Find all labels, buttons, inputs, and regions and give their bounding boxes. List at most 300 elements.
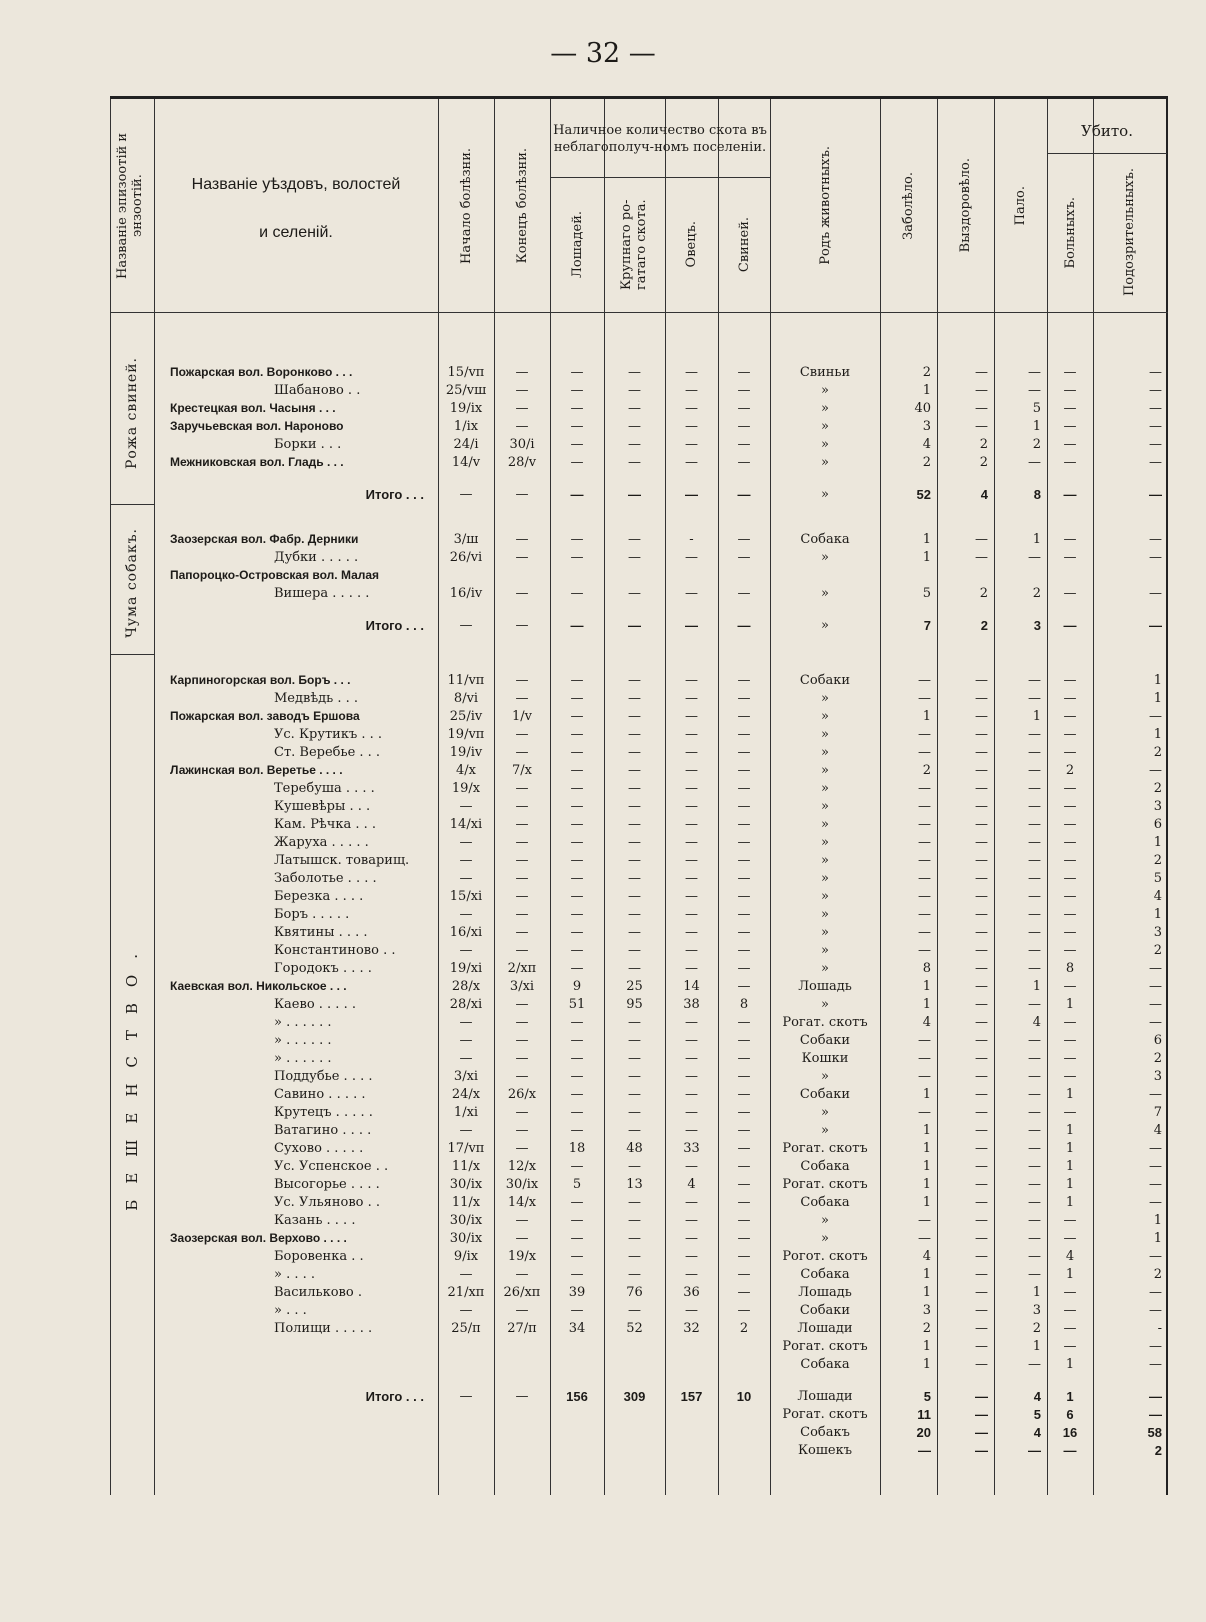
cell-start: 9/іх — [453, 1249, 479, 1264]
cell-kind: » — [821, 817, 829, 832]
cell-susp: — — [1149, 1159, 1162, 1174]
cell-sick: — — [1063, 889, 1077, 904]
cell-end: — — [515, 673, 529, 688]
cell-p: — — [737, 853, 751, 868]
cell-sick: — — [1063, 383, 1077, 398]
cell-end: — — [515, 1267, 529, 1282]
cell-c: — — [628, 799, 641, 814]
cell-died: — — [1028, 835, 1041, 850]
cell-h: — — [570, 1159, 584, 1174]
cell-end: — — [515, 1105, 529, 1120]
cell-died: — — [1028, 907, 1041, 922]
table-row — [110, 1356, 1168, 1373]
cell-c: — — [628, 925, 641, 940]
cell-sick: — — [1063, 943, 1077, 958]
table-row — [110, 906, 1168, 923]
cell-start: 16/іv — [449, 586, 483, 601]
section-label-canine-distemper: Чума собакъ. — [124, 527, 140, 638]
cell-c: — — [628, 943, 641, 958]
cell-died: 3 — [1032, 1303, 1041, 1318]
header-kind: Родъ животныхъ. — [817, 146, 833, 265]
place-name: Лажинская вол. Веретье . . . . — [170, 763, 343, 777]
cell-ill: — — [918, 673, 931, 688]
cell-susp — [1093, 567, 1162, 584]
cell-start: — — [459, 1123, 473, 1138]
cell-kind: » — [821, 925, 829, 940]
cell-p: — — [737, 586, 751, 601]
cell-p: — — [737, 401, 751, 416]
cell-ill: 11 — [917, 1407, 931, 1422]
cell-died: 1 — [1032, 419, 1041, 434]
cell-susp: — — [1149, 709, 1162, 724]
cell-end: 28/v — [507, 455, 537, 470]
cell-died: — — [1028, 1141, 1041, 1156]
cell-c: 95 — [626, 997, 643, 1012]
cell-end: 1/v — [512, 709, 532, 724]
cell-s: 36 — [683, 1285, 700, 1300]
cell-c — [604, 567, 665, 584]
cell-ill: — — [918, 1443, 931, 1458]
cell-start: — — [459, 907, 473, 922]
cell-sick: — — [1063, 1033, 1077, 1048]
cell-kind: » — [821, 1123, 829, 1138]
section-label-swine-erysipelas: Рожа свиней. — [124, 356, 140, 469]
place-name: Заозерская вол. Фабр. Дерники — [170, 532, 359, 546]
cell-rec: — — [975, 889, 988, 904]
cell-c: — — [628, 853, 641, 868]
place-name: Кушевѣры . . . — [274, 799, 371, 814]
table-row — [110, 1014, 1168, 1031]
cell-end: — — [515, 835, 529, 850]
cell-sick: — — [1063, 1051, 1077, 1066]
cell-kind: Собаки — [799, 1303, 851, 1318]
cell-died: — — [1028, 1159, 1041, 1174]
table-row — [110, 834, 1168, 851]
cell-p: — — [737, 455, 751, 470]
cell-start: — — [459, 835, 473, 850]
cell-ill: — — [918, 853, 931, 868]
cell-susp: 1 — [1153, 691, 1162, 706]
cell-sick: — — [1063, 1105, 1077, 1120]
cell-p: — — [737, 817, 751, 832]
cell-kind — [772, 567, 878, 584]
cell-s: — — [685, 781, 698, 796]
table-row — [110, 942, 1168, 959]
cell-end — [494, 1356, 550, 1373]
cell-died: — — [1028, 799, 1041, 814]
cell-h: — — [570, 1033, 584, 1048]
cell-p: — — [737, 781, 751, 796]
cell-sick: — — [1063, 586, 1077, 601]
cell-h: — — [570, 709, 584, 724]
cell-h: — — [570, 1105, 584, 1120]
header-horses: Лошадей. — [569, 210, 585, 278]
cell-h: — — [570, 532, 584, 547]
cell-rec: — — [975, 1339, 988, 1354]
cell-kind: Собаки — [799, 1033, 851, 1048]
header-livestock-group: Наличное количество скота въ неблагополуч-номъ поселеніи. — [553, 123, 767, 155]
cell-susp: — — [1149, 401, 1162, 416]
cell-ill: 1 — [922, 1123, 931, 1138]
cell-c: — — [628, 1159, 641, 1174]
cell-ill: 1 — [922, 709, 931, 724]
cell-h: — — [570, 1195, 584, 1210]
cell-sick: — — [1063, 550, 1077, 565]
cell-h: — — [570, 1249, 584, 1264]
cell-c: — — [628, 871, 641, 886]
cell-ill: 1 — [922, 1087, 931, 1102]
cell-c: — — [628, 673, 641, 688]
cell-susp: — — [1149, 365, 1162, 380]
cell-p: — — [737, 1051, 751, 1066]
cell-susp: — — [1149, 618, 1162, 633]
cell-c: — — [628, 1231, 641, 1246]
cell-susp: 6 — [1153, 1033, 1162, 1048]
table-row — [110, 567, 1168, 584]
cell-end — [494, 1406, 550, 1423]
place-name: » . . . . . . — [274, 1051, 332, 1066]
cell-susp: — — [1149, 961, 1162, 976]
cell-h: — — [570, 925, 584, 940]
place-name: Ус. Успенское . . — [274, 1159, 389, 1174]
cell-sick: — — [1063, 853, 1077, 868]
cell-end: — — [515, 745, 529, 760]
cell-c: — — [628, 1069, 641, 1084]
cell-kind: Свиньи — [799, 365, 851, 380]
cell-h: — — [570, 1051, 584, 1066]
cell-p: — — [737, 961, 751, 976]
cell-kind: Собака — [800, 1195, 850, 1210]
cell-sick: — — [1063, 781, 1077, 796]
cell-susp: — — [1149, 1389, 1162, 1404]
table-row — [110, 852, 1168, 869]
table-row — [110, 364, 1168, 381]
cell-sick: — — [1063, 799, 1077, 814]
cell-start: — — [459, 1051, 473, 1066]
cell-end: — — [515, 365, 529, 380]
cell-susp: — — [1149, 532, 1162, 547]
cell-died: — — [1028, 997, 1041, 1012]
cell-h: — — [570, 437, 584, 452]
cell-h — [550, 1356, 604, 1373]
table-row — [110, 744, 1168, 761]
cell-kind: Кошки — [801, 1051, 849, 1066]
page-number: — 32 — — [550, 38, 656, 69]
cell-end: 2/хп — [507, 961, 537, 976]
cell-susp: — — [1149, 1407, 1162, 1422]
place-name: Боровенка . . — [274, 1249, 364, 1264]
cell-ill: — — [918, 1105, 931, 1120]
cell-kind: Собака — [800, 1357, 850, 1372]
cell-kind: Собака — [800, 1159, 850, 1174]
cell-h: — — [570, 691, 584, 706]
cell-start: — — [459, 1267, 473, 1282]
cell-h — [550, 1338, 604, 1355]
cell-end: 30/і — [509, 437, 535, 452]
cell-start: 19/іх — [449, 401, 483, 416]
cell-kind: Кошекъ — [797, 1443, 853, 1458]
cell-c: — — [628, 763, 641, 778]
place-name: Поддубье . . . . — [274, 1069, 373, 1084]
cell-end: 27/п — [507, 1321, 537, 1336]
cell-susp: 1 — [1153, 727, 1162, 742]
cell-s: 33 — [683, 1141, 700, 1156]
cell-s: — — [685, 853, 698, 868]
place-name: Дубки . . . . . — [274, 550, 359, 565]
cell-sick: — — [1063, 1231, 1077, 1246]
cell-p: — — [737, 1159, 751, 1174]
cell-start: 16/хі — [449, 925, 483, 940]
table-row — [110, 1086, 1168, 1103]
cell-kind: » — [821, 401, 829, 416]
table-row — [110, 1212, 1168, 1229]
cell-h: — — [570, 1069, 584, 1084]
cell-ill: 1 — [922, 550, 931, 565]
cell-end — [494, 567, 550, 584]
cell-c: 13 — [626, 1177, 643, 1192]
cell-c: — — [628, 961, 641, 976]
cell-p: — — [737, 365, 751, 380]
cell-c: — — [628, 781, 641, 796]
header-sheep: Овецъ. — [684, 221, 699, 268]
cell-h: 18 — [568, 1141, 586, 1156]
cell-sick: — — [1063, 979, 1077, 994]
cell-rec: — — [975, 1213, 988, 1228]
cell-sick: — — [1063, 532, 1077, 547]
cell-died: 4 — [1033, 1425, 1041, 1440]
cell-c: — — [628, 889, 641, 904]
cell-sick: 1 — [1065, 997, 1075, 1012]
cell-kind: » — [821, 763, 829, 778]
cell-c: — — [628, 419, 641, 434]
place-name: Жаруха . . . . . — [274, 835, 369, 850]
cell-rec: — — [975, 691, 988, 706]
cell-died: — — [1028, 1069, 1041, 1084]
cell-h: 5 — [572, 1177, 582, 1192]
cell-c: — — [628, 365, 641, 380]
cell-sick: 1 — [1065, 1087, 1075, 1102]
cell-end: — — [515, 1051, 529, 1066]
place-name: Медвѣдь . . . — [274, 691, 359, 706]
cell-c: — — [628, 1303, 641, 1318]
table-row — [110, 1266, 1168, 1283]
cell-s: — — [685, 1051, 698, 1066]
cell-h: — — [570, 727, 584, 742]
cell-died: — — [1028, 1033, 1041, 1048]
cell-p: — — [737, 709, 751, 724]
cell-kind: » — [821, 437, 829, 452]
cell-rec: — — [975, 1407, 988, 1422]
cell-rec: — — [975, 1303, 988, 1318]
cell-end: 7/х — [512, 763, 532, 778]
total-label: Итого . . . — [365, 618, 424, 633]
cell-end: — — [515, 532, 529, 547]
cell-ill: 8 — [922, 961, 931, 976]
cell-sick: 1 — [1065, 1123, 1075, 1138]
cell-ill: 7 — [923, 618, 931, 633]
cell-kind: » — [821, 943, 829, 958]
cell-p: — — [737, 383, 751, 398]
cell-kind: » — [821, 781, 829, 796]
cell-died: — — [1028, 673, 1041, 688]
total-row — [110, 486, 1168, 503]
cell-died: 1 — [1032, 1285, 1041, 1300]
cell-rec: — — [975, 727, 988, 742]
cell-end: 26/хп — [503, 1285, 541, 1300]
cell-end: 19/х — [507, 1249, 537, 1264]
cell-ill: 1 — [922, 1195, 931, 1210]
cell-kind: » — [821, 835, 829, 850]
cell-h: 156 — [566, 1389, 588, 1404]
cell-c: — — [628, 401, 641, 416]
cell-end: — — [515, 401, 529, 416]
cell-end: — — [515, 925, 529, 940]
cell-p: — — [737, 1213, 751, 1228]
cell-susp: — — [1149, 419, 1162, 434]
cell-died: — — [1028, 1443, 1041, 1458]
cell-rec: — — [975, 1231, 988, 1246]
cell-sick: — — [1063, 1339, 1077, 1354]
cell-kind: Рогот. скотъ — [782, 1249, 868, 1264]
cell-died: — — [1028, 1123, 1041, 1138]
cell-sick: — — [1063, 871, 1077, 886]
place-name: Боръ . . . . . — [274, 907, 350, 922]
cell-end: 26/х — [507, 1087, 537, 1102]
cell-rec: — — [975, 1033, 988, 1048]
cell-rec: — — [975, 673, 988, 688]
cell-h: — — [570, 889, 584, 904]
cell-end — [494, 1442, 550, 1459]
cell-susp: — — [1149, 979, 1162, 994]
cell-died: 8 — [1033, 487, 1041, 502]
cell-end: 14/х — [507, 1195, 537, 1210]
cell-kind: Собаки — [799, 1087, 851, 1102]
place-name: Заболотье . . . . — [274, 871, 377, 886]
cell-susp: — — [1149, 763, 1162, 778]
cell-sick: — — [1063, 727, 1077, 742]
cell-died — [994, 567, 1041, 584]
cell-end: — — [515, 550, 529, 565]
table-row — [110, 1302, 1168, 1319]
cell-start: 4/х — [456, 763, 476, 778]
cell-s: - — [689, 532, 694, 547]
cell-rec: — — [975, 1195, 988, 1210]
cell-ill — [880, 567, 931, 584]
total-label: Итого . . . — [365, 487, 424, 502]
cell-died: 2 — [1032, 586, 1041, 601]
cell-s: — — [685, 961, 698, 976]
cell-ill: — — [918, 1051, 931, 1066]
cell-rec: 2 — [979, 455, 988, 470]
cell-rec: — — [975, 1159, 988, 1174]
table-row — [110, 400, 1168, 417]
cell-ill: — — [918, 943, 931, 958]
cell-end: — — [515, 586, 529, 601]
cell-rec: — — [975, 401, 988, 416]
cell-ill: 2 — [922, 455, 931, 470]
cell-s: — — [685, 1231, 698, 1246]
cell-c: — — [628, 618, 641, 633]
cell-h: — — [570, 943, 584, 958]
cell-kind: » — [821, 907, 829, 922]
place-name: Казань . . . . — [274, 1213, 356, 1228]
cell-ill: 1 — [922, 979, 931, 994]
cell-rec: — — [975, 550, 988, 565]
cell-p: — — [737, 691, 751, 706]
cell-p: — — [737, 1015, 751, 1030]
cell-ill: — — [918, 691, 931, 706]
cell-p — [718, 1406, 770, 1423]
cell-died: 5 — [1032, 401, 1041, 416]
total-label — [170, 1406, 438, 1423]
cell-s: — — [685, 817, 698, 832]
header-names — [154, 159, 438, 259]
cell-h: — — [570, 401, 584, 416]
cell-h: — — [570, 550, 584, 565]
cell-rec: 4 — [980, 487, 988, 502]
cell-susp: 2 — [1153, 745, 1162, 760]
cell-susp: 4 — [1153, 889, 1162, 904]
cell-c: — — [628, 586, 641, 601]
place-name: Савино . . . . . — [274, 1087, 366, 1102]
cell-p — [718, 1338, 770, 1355]
cell-p: — — [737, 673, 751, 688]
cell-p: — — [737, 1033, 751, 1048]
cell-p: — — [737, 979, 751, 994]
cell-sick: — — [1063, 907, 1077, 922]
cell-rec: 2 — [980, 618, 988, 633]
cell-c — [604, 1356, 665, 1373]
cell-start: 24/і — [453, 437, 479, 452]
cell-s — [665, 1338, 718, 1355]
place-name: Теребуша . . . . — [274, 781, 375, 796]
cell-end: — — [515, 997, 529, 1012]
cell-ill: 4 — [922, 437, 931, 452]
place-name: Высогорье . . . . — [274, 1177, 380, 1192]
table-row — [110, 888, 1168, 905]
cell-died: — — [1028, 1249, 1041, 1264]
cell-kind: Рогат. скотъ — [782, 1407, 868, 1422]
table-row — [110, 1122, 1168, 1139]
cell-end: — — [515, 1213, 529, 1228]
cell-s: — — [685, 365, 698, 380]
cell-kind: » — [821, 1105, 829, 1120]
cell-end: — — [515, 799, 529, 814]
cell-ill: 2 — [922, 763, 931, 778]
cell-ill: 1 — [922, 1267, 931, 1282]
cell-c: — — [628, 691, 641, 706]
table-row — [110, 960, 1168, 977]
cell-kind: » — [821, 1231, 829, 1246]
cell-ill: 1 — [922, 1159, 931, 1174]
table-row — [110, 1068, 1168, 1085]
cell-sick: — — [1063, 437, 1077, 452]
cell-h: 9 — [572, 979, 582, 994]
cell-died: — — [1028, 691, 1041, 706]
cell-ill: — — [918, 889, 931, 904]
cell-start: 8/vі — [453, 691, 479, 706]
cell-s: — — [685, 550, 698, 565]
cell-start: 30/іх — [449, 1177, 483, 1192]
cell-end: — — [515, 727, 529, 742]
cell-susp: — — [1149, 1303, 1162, 1318]
cell-ill: — — [918, 835, 931, 850]
place-name: Березка . . . . — [274, 889, 364, 904]
cell-sick: 1 — [1065, 1195, 1075, 1210]
cell-died: — — [1028, 1213, 1041, 1228]
place-name: Латышск. товарищ. — [274, 853, 410, 868]
cell-rec: — — [975, 925, 988, 940]
